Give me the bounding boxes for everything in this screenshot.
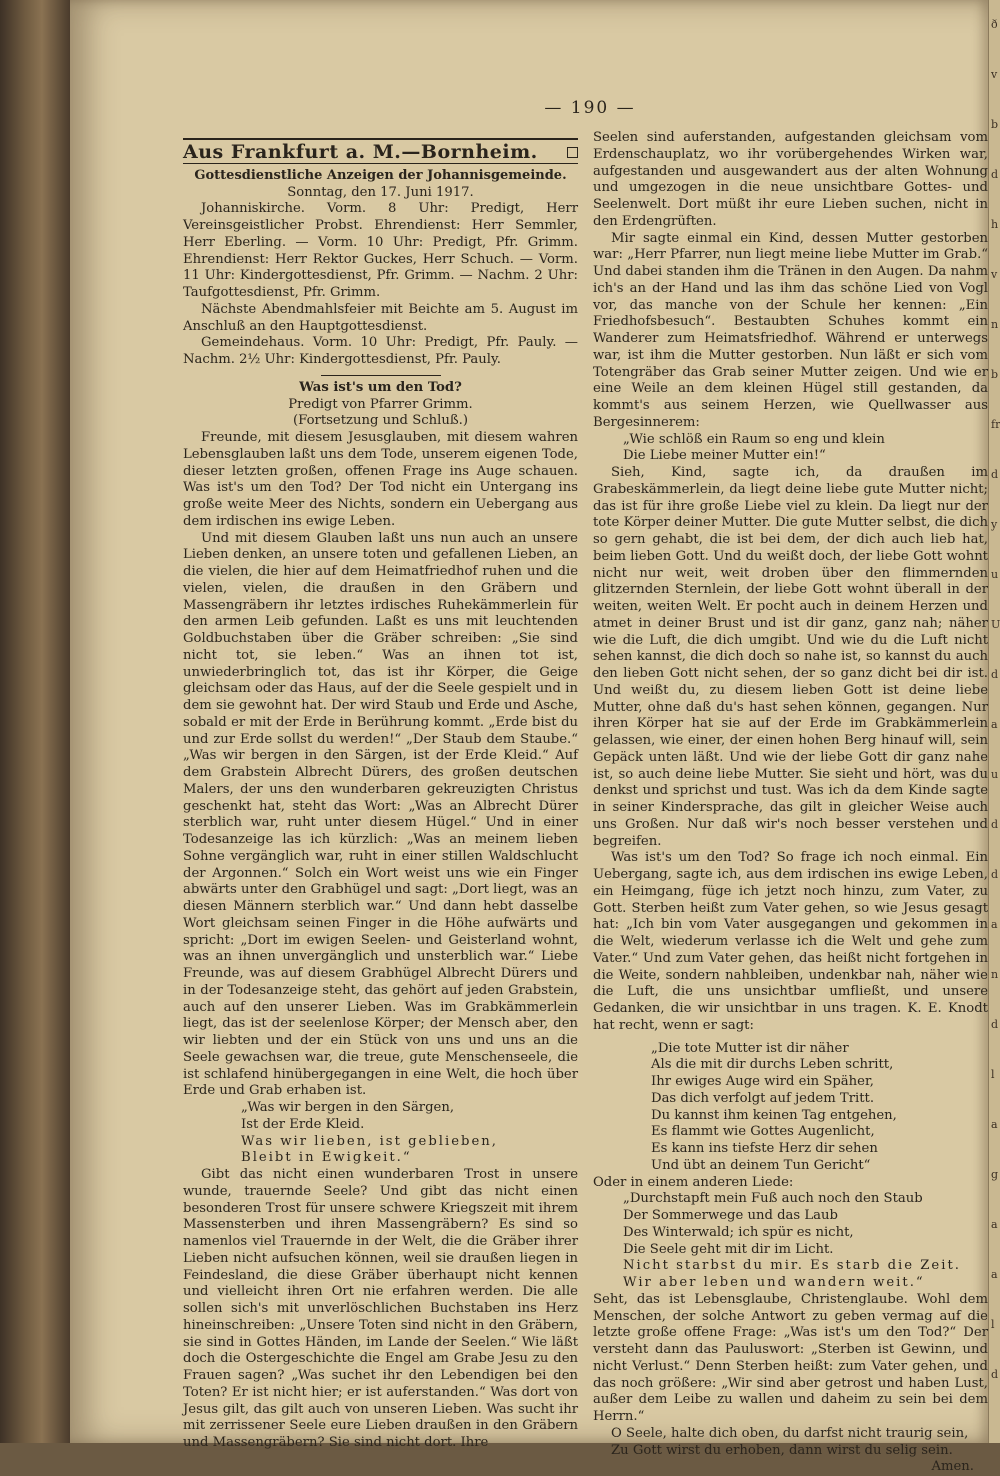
section-divider <box>321 375 441 376</box>
edge-fragment: fr <box>991 418 1000 431</box>
sermon-paragraph: Was ist's um den Tod? So frage ich noch einmal. Ein Uebergang, sagte ich, aus dem irdischen ins ewige Leben, ein Heimgang, füge ich jetzt noch hinzu, zum Vater, zu Gott. Sterben heißt zum Vater gehen, so wie Jesus gesagt hat: „Ich bin vom Vater ausgegangen und gekommen in die Welt, wiederum verlasse ich die Welt und gehe zum Vater.“ Und zum Vater gehen, das heißt nicht fortgehen in die Weite, sondern nahbleiben, undenkbar nah, näher wie die Luft, die uns unsichtbar umfließt, und unsere Gedanken, die wir unsichtbar in uns tragen. K. E. Knodt hat recht, wenn er sagt: <box>593 850 988 1033</box>
verse-line: Das dich verfolgt auf jedem Tritt. <box>651 1090 875 1106</box>
edge-fragment: d <box>991 468 999 481</box>
verse-line: Ist der Erde Kleid. <box>241 1116 365 1132</box>
edge-fragment: y <box>991 518 998 531</box>
announcement-date: Sonntag, den 17. Juni 1917. <box>287 184 474 200</box>
verse-line: Du kannst ihm keinen Tag entgehen, <box>651 1107 897 1123</box>
right-column <box>593 130 988 1476</box>
next-page-edge <box>988 0 1000 1443</box>
verse-line: Der Sommerwege und das Laub <box>623 1208 838 1223</box>
verse-line: Und übt an deinem Tun Gericht“ <box>651 1157 871 1173</box>
verse-line: O Seele, halte dich oben, du darfst nicht traurig sein, <box>611 1425 969 1441</box>
verse-block <box>593 1191 988 1292</box>
edge-fragment: U <box>991 618 1000 631</box>
book-binding <box>0 0 70 1443</box>
verse-line: „Die tote Mutter ist dir näher <box>651 1040 849 1056</box>
section-header <box>183 141 578 163</box>
announcement-paragraph: Gemeindehaus. Vorm. 10 Uhr: Predigt, Pfr. Pauly. — Nachm. 2½ Uhr: Kindergottesdienst, Pfr. Pauly. <box>183 335 578 367</box>
sermon-note: (Fortsetzung und Schluß.) <box>293 413 468 429</box>
left-column <box>183 130 578 1452</box>
verse-line: „Durchstapft mein Fuß auch noch den Staub <box>623 1191 923 1207</box>
verse-line: Zu Gott wirst du erhoben, dann wirst du selig sein. <box>611 1442 953 1458</box>
edge-fragment: v <box>991 68 998 81</box>
verse-line: Bleibt in Ewigkeit.“ <box>241 1150 412 1166</box>
verse-line: „Was wir bergen in den Särgen, <box>241 1100 455 1115</box>
verse-line: Des Winterwald; ich spür es nicht, <box>623 1224 854 1240</box>
verse-line: Ihr ewiges Auge wird ein Späher, <box>651 1074 875 1089</box>
edge-fragment: l <box>991 1318 995 1331</box>
edge-fragment: n <box>991 968 999 981</box>
verse-line: Es flammt wie Gottes Augenlicht, <box>651 1124 875 1140</box>
edge-fragment: d <box>991 168 999 181</box>
edge-fragment: a <box>991 1218 998 1231</box>
sermon-paragraph: Oder in einem anderen Liede: <box>593 1174 794 1190</box>
edge-fragment: v <box>991 268 998 281</box>
edge-fragment: l <box>991 1068 995 1081</box>
edge-fragment: a <box>991 918 998 931</box>
edge-fragment: h <box>991 218 999 231</box>
announcement-heading: Gottesdienstliche Anzeigen der Johannisgemeinde. <box>194 167 567 183</box>
sermon-byline: Predigt von Pfarrer Grimm. <box>288 396 473 412</box>
verse-line: Was wir lieben, ist geblieben, <box>241 1133 498 1149</box>
verse-line: Die Seele geht mit dir im Licht. <box>623 1241 834 1257</box>
edge-fragment: u <box>991 568 999 581</box>
edge-fragment: d <box>991 668 999 681</box>
sermon-paragraph: Seelen sind auferstanden, aufgestanden gleichsam vom Erdenschauplatz, wo ihr vorübergehendes Wirken war, aufgestanden und ausgewandert aus der alten Wohnung und umgezogen in die neue unsichtbare Gottes- und Seelenwelt. Dort müßt ihr eure Lieben suchen, nicht in den Erdengrüften. <box>593 130 988 229</box>
square-ornament-icon <box>567 147 578 158</box>
verse-block <box>593 1041 988 1175</box>
edge-fragment: n <box>991 318 999 331</box>
sermon-title: Was ist's um den Tod? <box>299 379 462 395</box>
amen: Amen. <box>931 1459 974 1475</box>
sermon-paragraph: Mir sagte einmal ein Kind, dessen Mutter gestorben war: „Herr Pfarrer, nun liegt meine liebe Mutter im Grab.“ Und dabei standen ihm die Tränen in den Augen. Da nahm ich's an der Hand und las ihm das schöne Lied von Vogl vor, das manche von der Schule her kennen: „Ein Friedhofsbesuch“. Bestaubten Schuhes kommt ein Wanderer zum Heimatsfriedhof. Während er unterwegs war, ist ihm die Mutter gestorben. Nun läßt er sich vom Totengräber das Grab seiner Mutter zeigen. Und wie er eine Weile an dem kleinen Hügel still gestanden, da kommt's aus seinem Herzen, wie Quellwasser aus Bergesinnerem: <box>593 230 988 430</box>
edge-fragment: d <box>991 1368 999 1381</box>
page-number: — 190 — <box>544 98 636 118</box>
edge-fragment: d <box>991 868 999 881</box>
announcement-paragraph: Nächste Abendmahlsfeier mit Beichte am 5. August im Anschluß an den Hauptgottesdienst. <box>183 301 578 334</box>
verse-line: Nicht starbst du mir. Es starb die Zeit. <box>623 1258 961 1274</box>
sermon-paragraph: Sieh, Kind, sagte ich, da draußen im Grabeskämmerlein, da liegt deine liebe gute Mutter nicht; das ist für ihre große Liebe viel zu klein. Da liegt nur der tote Körper deiner Mutter. Die gute Mutter selbst, die dich so gern gehabt, die ist bei dem, der dich auch lieb hat, beim lieben Gott. Und du weißt doch, der liebe Gott wohnt nicht nur weit, weit droben über den flimmernden glitzernden Sternlein, der liebe Gott wohnt überall in der weiten, weiten Welt. Er pocht auch in deinem Herzen und atmet in deiner Brust und ist dir ganz, ganz nah; näher wie die Luft, die dich umgibt. Und wie du die Luft nicht sehen kannst, die dich doch so nahe ist, so kannst du auch den lieben Gott nicht sehen, der so ganz dicht bei dir ist. Und weißt du, zu diesem lieben Gott ist deine liebe Mutter, ohne daß du's hast sehen können, gegangen. Nur ihren Körper hat sie auf der Erde im Grabkämmerlein gelassen, wie einer, der einen hohen Berg hinauf will, sein Gepäck unten läßt. Und wie der liebe Gott dir ganz nahe ist, so auch deine liebe Mutter. Sie sieht und hört, was du denkst und sprichst und tust. Was ich da dem Kinde sagte in seiner Kindersprache, das gilt in gleicher Weise auch uns Großen. Nur daß wir's noch besser verstehen und begreifen. <box>593 465 988 849</box>
verse-block <box>593 432 988 466</box>
verse-line: Als die mit dir durchs Leben schritt, <box>651 1057 894 1073</box>
verse-line: Die Liebe meiner Mutter ein!“ <box>623 448 826 464</box>
top-rule <box>183 138 578 140</box>
edge-fragment: u <box>991 768 999 781</box>
edge-fragment: g <box>991 1168 999 1181</box>
edge-fragment: a <box>991 718 998 731</box>
sermon-paragraph: Freunde, mit diesem Jesusglauben, mit diesem wahren Lebensglauben laßt uns dem Tode, unserem eigenen Tode, dieser letzten großen, offenen Frage ins Auge schauen. Was ist's um den Tod? Der Tod nicht ein Untergang ins große weite Meer des Nichts, sondern ein Uebergang aus dem irdischen ins ewige Leben. <box>183 430 578 529</box>
section-title: Aus Frankfurt a. M.—Bornheim. <box>183 141 538 163</box>
verse-line: Es kann ins tiefste Herz dir sehen <box>651 1141 878 1156</box>
edge-fragment: b <box>991 118 999 131</box>
edge-fragment: d <box>991 1018 999 1031</box>
edge-fragment: d <box>991 818 999 831</box>
edge-fragment: b <box>991 368 999 381</box>
edge-fragment: a <box>991 1268 998 1281</box>
sermon-paragraph: Gibt das nicht einen wunderbaren Trost in unsere wunde, trauernde Seele? Und gibt das nicht einen besonderen Trost für unsere schwere Kriegszeit mit ihrem Massensterben und ihren Massengräbern? Es sind so namenlos viel Trauernde in der Welt, die die Gräber ihrer Lieben nicht aufsuchen können, weil sie draußen liegen in Feindesland, die diese Gräber überhaupt nicht kennen und vielleicht ihren Ort nie erfahren werden. Die alle sollen sich's mit unverlöschlichen Buchstaben ins Herz hineinschreiben: „Unsere Toten sind nicht in den Gräbern, sie sind in Gottes Händen, im Lande der Seelen.“ Wie läßt doch die Ostergeschichte die Engel am Grabe Jesu zu den Frauen sagen? „Was suchet ihr den Lebendigen bei den Toten? Er ist nicht hier; er ist auferstanden.“ Was dort von Jesus gilt, das gilt auch von unseren Lieben. Was sucht ihr mit zerrissener Seele eure Lieben draußen in den Gräbern und Massengräbern? Sie sind nicht dort. Ihre <box>183 1167 578 1450</box>
edge-fragment: ð <box>991 18 998 31</box>
sermon-paragraph: Seht, das ist Lebensglaube, Christenglaube. Wohl dem Menschen, der solche Antwort zu geben vermag auf die letzte große offene Frage: „Was ist's um den Tod?“ Der versteht dann das Pauluswort: „Sterben ist Gewinn, und nicht Verlust.“ Denn Sterben heißt: zum Vater gehen, und das noch größere: „Wir sind aber getrost und haben Lust, außer dem Leibe zu wallen und daheim zu sein bei dem Herrn.“ <box>593 1291 988 1424</box>
edge-fragment: a <box>991 1118 998 1131</box>
sermon-paragraph: Und mit diesem Glauben laßt uns nun auch an unsere Lieben denken, an unsere toten und gefallenen Lieben, an die vielen, die hier auf dem Heimatfriedhof ruhen und die vielen, vielen, die draußen in den Gräbern und Massengräbern ihr letztes irdisches Ruhekämmerlein für den armen Leib gefunden. Laßt es uns mit leuchtenden Goldbuchstaben über die Gräber schreiben: „Sie sind nicht tot, sie leben.“ Was an ihnen tot ist, unwiederbringlich tot, das ist ihr Körper, die Geige gleichsam oder das Haus, auf der die Seele gespielt und in dem sie gewohnt hat. Der wird Staub und Erde und Asche, sobald er mit der Erde in Berührung kommt. „Erde bist du und zur Erde sollst du werden!“ „Der Staub dem Staube.“ „Was wir bergen in den Särgen, ist der Erde Kleid.“ Auf dem Grabstein Albrecht Dürers, des großen deutschen Malers, der uns den wunderbaren gekreuzigten Christus geschenkt hat, steht das Wort: „Was an Albrecht Dürer sterblich war, ruht unter diesem Hügel.“ Und in einer Todesanzeige las ich kürzlich: „Was an meinem lieben Sohne vergänglich war, ruht in einer stillen Waldschlucht der Argonnen.“ Solch ein Wort weist uns wie ein Finger abwärts unter den Grabhügel und sagt: „Dort liegt, was an diesen Männern sterblich war.“ Und dann hebt dasselbe Wort gleichsam seinen Finger in die Höhe aufwärts und spricht: „Dort im ewigen Seelen- und Geisterland wohnt, was an ihnen unvergänglich und unsterblich war.“ Liebe Freunde, was auf diesem Grabhügel Albrecht Dürers und in der Todesanzeige steht, das gehört auf jeden Grabstein, auch auf den unserer Lieben. Was im Grabkämmerlein liegt, das ist der seelenlose Körper; der Mensch aber, den wir liebten und der ein Stück von uns und uns an die Seele gewachsen war, die treue, gute Menschenseele, die ist schlafend hinübergegangen in eine Welt, die hoch über Erde und Grab erhaben ist. <box>183 530 578 1099</box>
verse-line: Wir aber leben und wandern weit.“ <box>623 1275 925 1290</box>
verse-block <box>183 1100 578 1167</box>
verse-line: „Wie schlöß ein Raum so eng und klein <box>623 431 885 447</box>
announcement-paragraph: Johanniskirche. Vorm. 8 Uhr: Predigt, Herr Vereinsgeistlicher Probst. Ehrendienst: Herr Semmler, Herr Eberling. — Vorm. 10 Uhr: Predigt, Pfr. Grimm. Ehrendienst: Herr Rektor Guckes, Herr Schuch. — Vorm. 11 Uhr: Kindergottesdienst, Pfr. Grimm. — Nachm. 2 Uhr: Taufgottesdienst, Pfr. Grimm. <box>183 201 578 300</box>
